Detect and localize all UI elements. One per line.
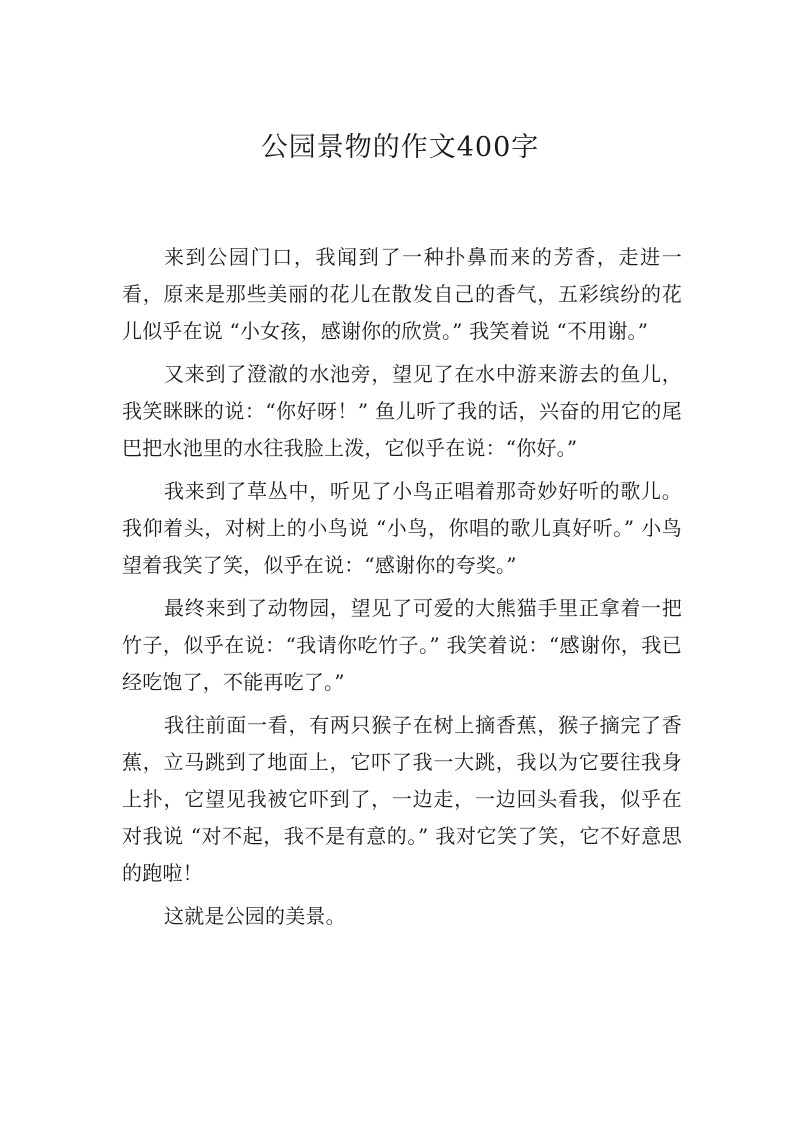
paragraph: 最终来到了动物园，望见了可爱的大熊猫手里正拿着一把竹子，似乎在说：“我请你吃竹子。” 我笑着说：“感谢你，我已经吃饱了，不能再吃了。” (122, 596, 682, 694)
paragraph: 这就是公园的美景。 (164, 904, 346, 928)
paragraph: 来到公园门口，我闻到了一种扑鼻而来的芳香，走进一看，原来是那些美丽的花儿在散发自己的香气，五彩缤纷的花儿似乎在说 “小女孩，感谢你的欣赏。” 我笑着说 “不用谢。” (122, 245, 682, 343)
paragraph: 我来到了草丛中，听见了小鸟正唱着那奇妙好听的歌儿。我仰着头，对树上的小鸟说 “小鸟，你唱的歌儿真好听。” 小鸟望着我笑了笑，似乎在说：“感谢你的夸奖。” (122, 479, 682, 577)
paragraph: 又来到了澄澈的水池旁，望见了在水中游来游去的鱼儿，我笑眯眯的说：“你好呀！” 鱼儿听了我的话，兴奋的用它的尾巴把水池里的水往我脸上泼，它似乎在说：“你好。” (122, 362, 682, 460)
paragraph: 我往前面一看，有两只猴子在树上摘香蕉，猴子摘完了香蕉，立马跳到了地面上，它吓了我一大跳，我以为它要往我身上扑，它望见我被它吓到了，一边走，一边回头看我，似乎在对我说 “对不起，我不是有意的。” 我对它笑了笑，它不好意思的跑啦！ (122, 713, 682, 885)
document-title: 公园景物的作文400字 (260, 132, 540, 163)
document-body (122, 239, 682, 941)
